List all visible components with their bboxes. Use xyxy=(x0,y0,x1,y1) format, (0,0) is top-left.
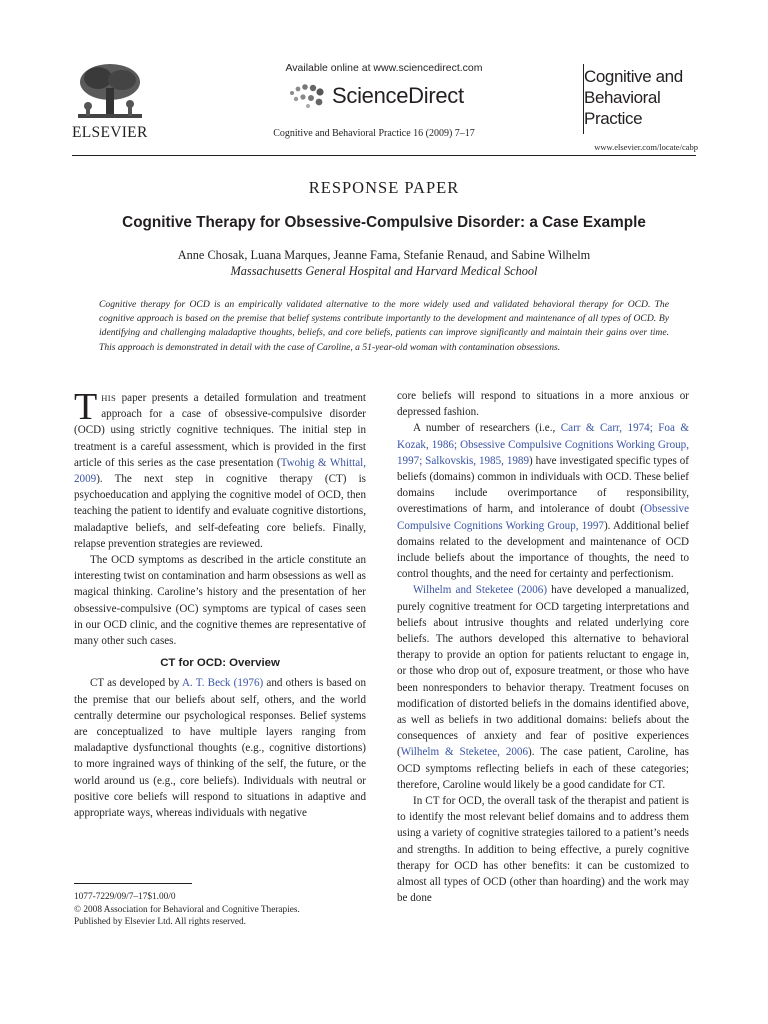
reference-link[interactable]: Wilhelm & Steketee, 2006 xyxy=(400,746,529,759)
paragraph xyxy=(397,582,689,793)
body-column-right xyxy=(397,388,689,907)
journal-title-line: Cognitive and xyxy=(584,67,683,86)
reference-link[interactable]: A. T. Beck (1976) xyxy=(182,677,264,690)
journal-title-line: Behavioral xyxy=(584,88,661,107)
paragraph-text: ). The next step in cognitive therapy (CT) is psychoeducation and applying the cognitive model of OCD, then teaching the patient to identify and evaluate cognitive distortions, maladaptive beliefs, and self-defeating core beliefs. Finally, relapse prevention strategies are reviewed. xyxy=(74,473,366,550)
publisher-name: ELSEVIER xyxy=(72,124,148,141)
small-caps-lead: HIS xyxy=(101,393,117,403)
reference-link[interactable]: Carr & Carr, 1974; Foa & Kozak, 1986; Obsessive Compulsive Cognitions Working Group, 1997; Salkovskis, 1985, 1989 xyxy=(397,422,689,467)
paragraph-text: have developed a manualized, purely cognitive treatment for OCD targeting interpretations and beliefs about intrusive thoughts and related underlying core beliefs. The authors developed this alternative to behavioral therapy to provide an option for patients reluctant to engage in, or those who drop out of, exposure treatment, or those who have been nonresponders to behavior therapy. Treatment focuses on modification of distorted beliefs in the domains identified above, as well as beliefs in two additional domains: beliefs about the consequences of anxiety and fear of positive experiences ( xyxy=(397,584,689,759)
paragraph-text: ). The case patient, Caroline, has OCD symptoms reflecting beliefs in each of these categories; therefore, Caroline would likely be a good candidate for CT. xyxy=(397,746,689,791)
journal-title-block xyxy=(584,66,704,129)
reference-link[interactable]: Obsessive Compulsive Cognitions Working Group, 1997 xyxy=(397,503,689,532)
drop-cap: T xyxy=(74,386,98,428)
author-list: Anne Chosak, Luana Marques, Jeanne Fama, Stefanie Renaud, and Sabine Wilhelm xyxy=(177,248,591,262)
body-column-left xyxy=(74,386,366,821)
abstract: Cognitive therapy for OCD is an empirically validated alternative to the more widely used and validated behavioral therapy for OCD. The cognitive approach is based on the premise that belief systems contribute importantly to the development and maintenance of all types of OCD. By identifying and challenging maladaptive thoughts, beliefs, and core beliefs, patients can improve significantly and maintain their gains over time. This approach is demonstrated in detail with the case of Caroline, a 51-year-old woman with contamination obsessions. xyxy=(99,299,669,353)
available-online-text: Available online at www.sciencedirect.com xyxy=(285,62,483,74)
footnote-divider xyxy=(74,883,192,884)
paragraph-text: ). Additional belief domains related to the development and maintenance of OCD include beliefs about the importance of thoughts, the need to control thoughts, and the need for certainty and perfectionism. xyxy=(397,519,689,581)
sciencedirect-wordmark: ScienceDirect xyxy=(332,83,464,108)
paragraph-text: A number of researchers (i.e., xyxy=(413,422,561,435)
journal-url-link[interactable]: www.elsevier.com/locate/cabp xyxy=(594,142,698,152)
paragraph-text: paper presents a detailed formulation and treatment approach for a case of obsessive-compulsive disorder (OCD) using strictly cognitive techniques. The initial step in treatment is a careful assessment, which is provided in the first article of this series as the case presentation ( xyxy=(74,392,366,469)
paragraph: In CT for OCD, the overall task of the therapist and patient is to identify the most relevant belief domains and to address them using a variety of cognitive strategies tailored to a patient’s needs and strengths. In addition to being effective, a purely cognitive therapy for OCD has other benefits: it can be customized to almost all types of OCD (other than hoarding) and the work may be done xyxy=(397,795,689,905)
sciencedirect-dots-icon xyxy=(288,81,328,111)
paragraph-text: and others is based on the premise that our beliefs about self, others, and the world centrally determine our psychological responses. Belief systems are conceptualized to have multiple layers ranging from maladaptive dysfunctional thoughts (e.g., cognitive distortions) to more ingrained ways of thinking of the self, the future, or the world around us (e.g., core beliefs). Individuals with neutral or positive core beliefs will respond to situations in adaptive and appropriate ways, whereas individuals with negative xyxy=(74,677,366,820)
paragraph-text: CT as developed by xyxy=(90,677,182,690)
article-title: Cognitive Therapy for Obsessive-Compulsive Disorder: a Case Example xyxy=(122,214,646,231)
paragraph xyxy=(397,420,689,582)
sciencedirect-logo xyxy=(288,80,464,112)
reference-link[interactable]: Twohig & Whittal, 2009 xyxy=(74,456,366,486)
reference-link[interactable]: Wilhelm and Steketee (2006) xyxy=(413,584,548,597)
footnote-line: © 2008 Association for Behavioral and Cognitive Therapies. xyxy=(74,904,300,915)
paragraph: core beliefs will respond to situations in a more anxious or depressed fashion. xyxy=(397,390,689,419)
journal-title-line: Practice xyxy=(584,109,643,128)
section-type: RESPONSE PAPER xyxy=(308,178,460,197)
journal-citation: Cognitive and Behavioral Practice 16 (2009) 7–17 xyxy=(273,128,475,139)
affiliation: Massachusetts General Hospital and Harvard Medical School xyxy=(230,264,538,278)
paragraph: The OCD symptoms as described in the article constitute an interesting twist on contamination and harm obsessions as well as magical thinking. Caroline’s history and the presentation of her obsessive-compulsive (OC) symptoms are typical of cases seen in our OCD clinic, and the cognitive themes are representative of many other such cases. xyxy=(74,554,366,648)
footnote-line: 1077-7229/09/7–17$1.00/0 xyxy=(74,892,176,902)
paragraph xyxy=(74,675,366,821)
paragraph-text: ) have investigated specific types of beliefs (domains) common in individuals with OCD. These belief domains include overimportance of responsibility, overestimations of harm, and intolerance of doubt ( xyxy=(397,454,690,516)
paragraph xyxy=(74,386,366,552)
footnote-line: Published by Elsevier Ltd. All rights reserved. xyxy=(74,917,246,927)
header-divider xyxy=(72,155,696,156)
copyright-footnote xyxy=(74,891,374,929)
section-heading: CT for OCD: Overview xyxy=(160,657,280,670)
